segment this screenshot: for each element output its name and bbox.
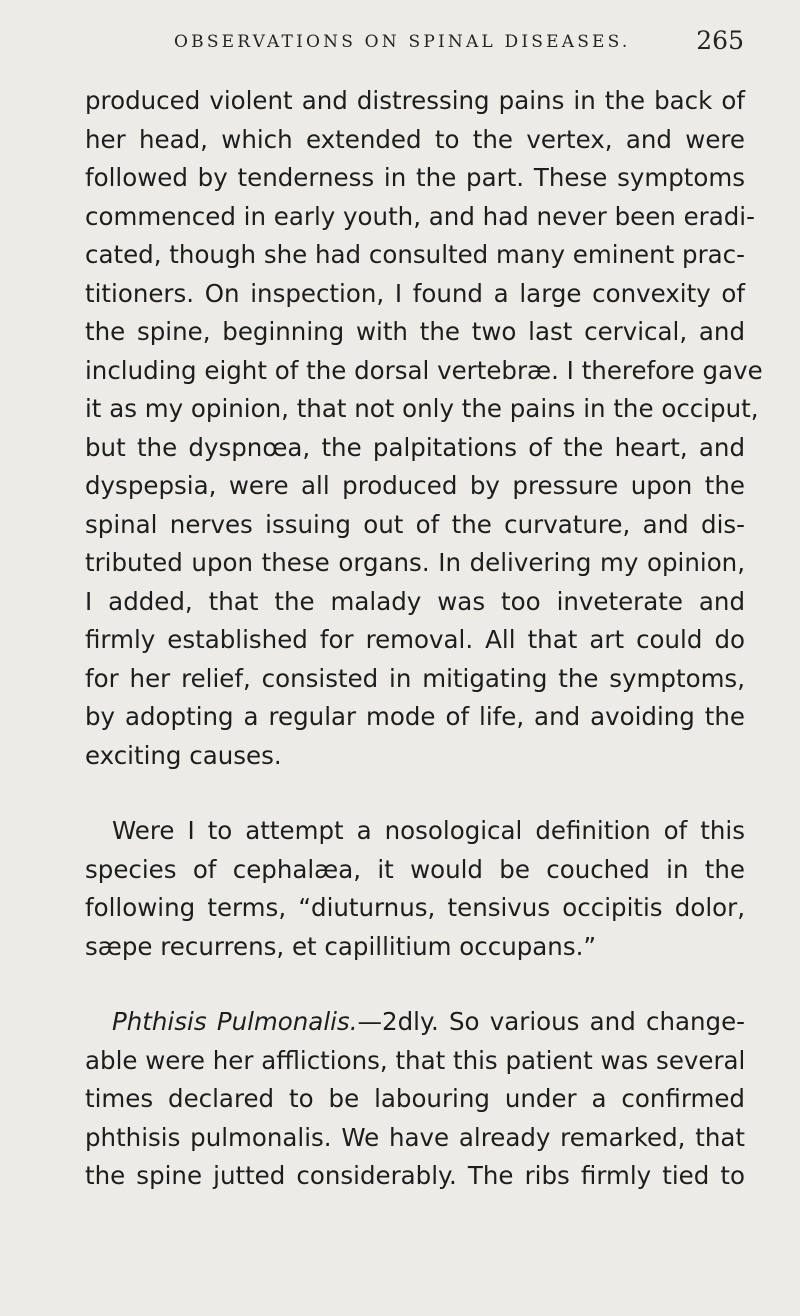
body-text xyxy=(85,82,763,1196)
section-heading: Phthisis Pulmonalis. xyxy=(112,1007,358,1036)
text-line: firmly established for removal. All that art could do xyxy=(85,625,745,654)
paragraph-gap xyxy=(85,775,745,812)
text-line: able were her afflictions, that this patient was several xyxy=(85,1045,746,1075)
page-number: 265 xyxy=(696,26,744,55)
text-line: but the dyspnœa, the palpitations of the heart, and xyxy=(85,432,745,462)
text-line: exciting causes. xyxy=(85,740,282,770)
paragraph-definition xyxy=(85,812,745,966)
text-line: times declared to be labouring under a confirmed xyxy=(85,1084,745,1113)
text-line: by adopting a regular mode of life, and avoiding the xyxy=(85,702,745,731)
text-run: —2dly. So various and change- xyxy=(357,1007,745,1036)
running-title: OBSERVATIONS ON SPINAL DISEASES. xyxy=(174,32,631,52)
text-line: spinal nerves issuing out of the curvature, and dis- xyxy=(85,509,745,539)
text-line: commenced in early youth, and had never been eradi- xyxy=(85,201,755,231)
text-line: Were I to attempt a nosological definition of this xyxy=(112,816,745,845)
text-line: followed by tenderness in the part. These symptoms xyxy=(85,163,745,192)
text-line xyxy=(85,1003,745,1042)
text-line: the spine, beginning with the two last cervical, and xyxy=(85,317,745,346)
text-line: cated, though she had consulted many eminent prac- xyxy=(85,240,745,269)
text-line: including eight of the dorsal vertebræ. I therefore gave xyxy=(85,355,763,385)
text-line: dyspepsia, were all produced by pressure upon the xyxy=(85,471,745,500)
text-line: following terms, “diuturnus, tensivus occipitis dolor, xyxy=(85,893,745,922)
paragraph-phthisis xyxy=(85,1003,745,1196)
text-line: it as my opinion, that not only the pains in the occiput, xyxy=(85,394,759,423)
text-line: sæpe recurrens, et capillitium occupans.” xyxy=(85,931,597,961)
text-line: her head, which extended to the vertex, and were xyxy=(85,124,745,154)
paragraph-symptoms xyxy=(85,82,763,775)
text-line: tributed upon these organs. In delivering my opinion, xyxy=(85,548,745,577)
text-line: I added, that the malady was too inveterate and xyxy=(85,586,745,616)
running-head xyxy=(174,26,744,60)
text-line: for her relief, consisted in mitigating the symptoms, xyxy=(85,663,745,693)
text-line: phthisis pulmonalis. We have already remarked, that xyxy=(85,1122,745,1152)
text-line: the spine jutted considerably. The ribs firmly tied to xyxy=(85,1161,745,1190)
text-line: species of cephalæa, it would be couched in the xyxy=(85,854,745,884)
text-line: titioners. On inspection, I found a large convexity of xyxy=(85,278,745,308)
text-line: produced violent and distressing pains in the back of xyxy=(85,86,745,115)
paragraph-gap xyxy=(85,966,745,1003)
